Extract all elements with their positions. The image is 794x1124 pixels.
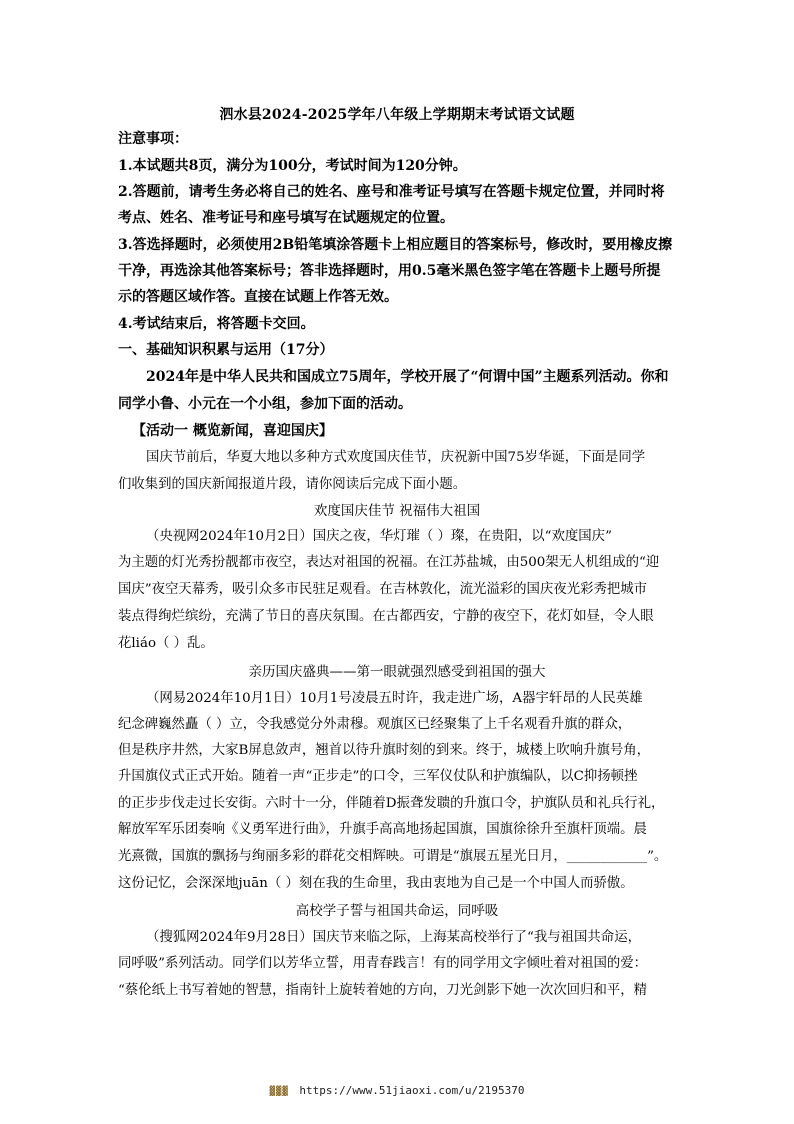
article1-line: （央视网2024年10月2日）国庆之夜，华灯璀（ ）璨，在贵阳，以“欢度国庆” — [146, 529, 612, 544]
article2-line: （网易2024年10月1日）10月1号凌晨五时许，我走进广场，A器宇轩昂的人民英雄 — [146, 691, 643, 706]
article3-heading: 高校学子誓与祖国共命运，同呼吸 — [295, 903, 499, 919]
notice-line: 示的答题区域作答。直接在试题上作答无效。 — [118, 289, 398, 305]
article2-line: 纪念碑巍然矗（ ）立，令我感觉分外肃穆。观旗区已经聚集了上千名观看升旗的群众， — [118, 717, 632, 732]
article1-line: 国庆”夜空天幕秀，吸引众多市民驻足观看。在吉林敦化，流光溢彩的国庆夜光彩秀把城市 — [118, 582, 648, 597]
activity-text-line: 们收集到的国庆新闻报道片段，请你阅读后完成下面小题。 — [118, 477, 467, 492]
notice-heading: 注意事项： — [118, 131, 188, 147]
article2-heading: 亲历国庆盛典——第一眼就强烈感受到祖国的强大 — [248, 664, 546, 680]
notice-line: 2.答题前，请考生务必将自己的姓名、座号和准考证号填写在答题卡规定位置，并同时将 — [118, 184, 665, 200]
notice-line: 考点、姓名、准考证号和座号填写在试题规定的位置。 — [118, 210, 454, 226]
article1-heading: 欢度国庆佳节 祝福伟大祖国 — [313, 503, 481, 519]
notice-line: 4.考试结束后，将答题卡交回。 — [118, 316, 315, 332]
article1-line: 装点得绚烂缤纷，充满了节日的喜庆氛围。在古都西安，宁静的夜空下，花灯如昼，令人眼 — [118, 609, 654, 624]
article2-line: 解放军军乐团奏响《义勇军进行曲》，升旗手高高地扬起国旗，国旗徐徐升至旗杆顶端。晨 — [118, 822, 647, 837]
article1-line: 花liáo（ ）乱。 — [118, 636, 214, 651]
article3-line: “蔡伦纸上书写着她的智慧，指南针上旋转着她的方向，刀光剑影下她一次次回归和平，精 — [118, 983, 648, 998]
article2-line: 升国旗仪式正式开始。随着一声“正步走”的口令，三军仪仗队和护旗编队，以C抑扬顿挫 — [118, 769, 638, 784]
activity-text-line: 国庆节前后，华夏大地以多种方式欢度国庆佳节，庆祝新中国75岁华诞，下面是同学 — [146, 450, 646, 465]
watermark-logo: ▓▓▓ — [269, 1087, 289, 1097]
article2-line: 这份记忆，会深深地juān（ ）刻在我的生命里，我由衷地为自己是一个中国人而骄傲。 — [118, 876, 634, 891]
article2-line: 但是秩序井然，大家B屏息敛声，翘首以待升旗时刻的到来。终于，城楼上吹响升旗号角， — [118, 743, 651, 758]
activity-heading: 【活动一 概览新闻，喜迎国庆】 — [132, 423, 333, 439]
page-footer — [0, 1084, 794, 1097]
notice-line: 1.本试题共8页，满分为100分，考试时间为120分钟。 — [118, 158, 467, 174]
article3-line: 同呼吸”系列活动。同学们以芳华立誓，用青春践言！有的同学用文字倾吐着对祖国的爱： — [118, 956, 648, 971]
notice-line: 3.答选择题时，必须使用2B铅笔填涂答题卡上相应题目的答案标号，修改时，要用橡皮擦 — [118, 237, 673, 253]
article1-line: 为主题的灯光秀扮靓都市夜空，表达对祖国的祝福。在江苏盐城，由500架无人机组成的“迎 — [118, 555, 660, 570]
intro-line: 2024年是中华人民共和国成立75周年，学校开展了“何谓中国”主题系列活动。你和 — [146, 369, 669, 385]
intro-line: 同学小鲁、小元在一个小组，参加下面的活动。 — [118, 396, 412, 412]
exam-title: 泗水县2024-2025学年八年级上学期期末考试语文试题 — [219, 107, 575, 123]
section-heading: 一、基础知识积累与运用（17分） — [118, 342, 334, 358]
article2-line: 光熹微，国旗的飘扬与绚丽多彩的群花交相辉映。可谓是“旗展五星光日月，____________”。 — [118, 849, 668, 864]
article2-line: 的正步步伐走过长安街。六时十一分，伴随着D振聋发聩的升旗口令，护旗队员和礼兵行礼， — [118, 796, 665, 811]
notice-line: 干净，再选涂其他答案标号；答非选择题时，用0.5毫米黑色签字笔在答题卡上题号所提 — [118, 263, 661, 279]
article3-line: （搜狐网2024年9月28日）国庆节来临之际，上海某高校举行了“我与祖国共命运， — [146, 930, 641, 945]
footer-url[interactable]: https://www.51jiaoxi.com/u/2195370 — [299, 1084, 525, 1097]
